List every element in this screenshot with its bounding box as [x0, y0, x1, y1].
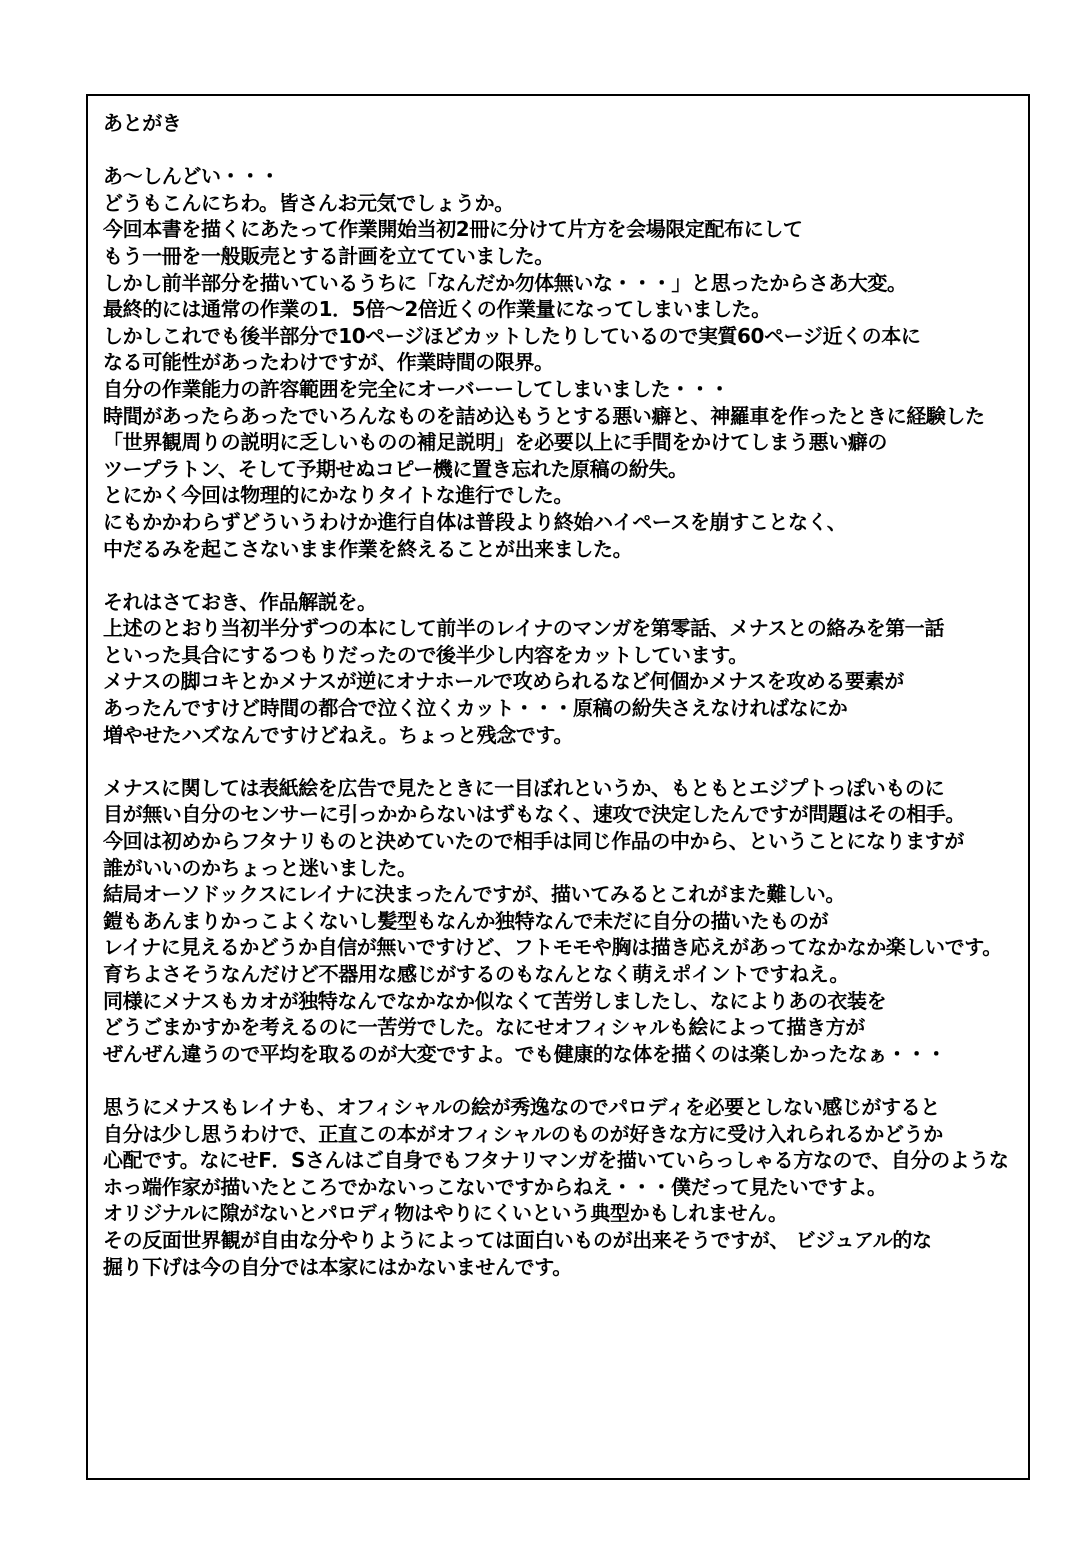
- text-line: どうもこんにちわ。皆さんお元気でしょうか。: [103, 190, 514, 215]
- text-line: それはさておき、作品解説を。: [103, 589, 377, 614]
- text-line: 心配です。なにせF．Sさんはご自身でもフタナリマンガを描いていらっしゃる方なので、自分のような: [103, 1148, 1009, 1173]
- text-line: メナスの脚コキとかメナスが逆にオナホールで攻められるなど何個かメナスを攻める要素が: [103, 669, 904, 694]
- text-line: あったんですけど時間の都合で泣く泣くカット・・・原稿の紛失さえなければなにか: [103, 696, 848, 721]
- text-line: とにかく今回は物理的にかなりタイトな進行でした。: [103, 483, 573, 508]
- afterword-paragraph: [103, 775, 1023, 1068]
- text-line: 掘り下げは今の自分では本家にはかないませんです。: [103, 1254, 572, 1279]
- text-line: メナスに関しては表紙絵を広告で見たときに一目ぼれというか、もともとエジプトっぽいものに: [103, 775, 945, 800]
- text-line: 自分は少し思うわけで、正直この本がオフィシャルのものが好きな方に受け入れられるかどうか: [103, 1121, 943, 1146]
- afterword-paragraph: [103, 589, 1023, 749]
- text-line: にもかかわらずどういうわけか進行自体は普段より終始ハイペースを崩すことなく、: [103, 509, 847, 534]
- text-line: 同様にメナスもカオが独特なんでなかなか似なくて苦労しましたし、なによりあの衣装を: [103, 988, 887, 1013]
- text-line: 上述のとおり当初半分ずつの本にして前半のレイナのマンガを第零話、メナスとの絡みを第一話: [103, 616, 944, 641]
- text-line: 今回は初めからフタナリものと決めていたので相手は同じ作品の中から、ということになりますが: [103, 829, 964, 854]
- text-line: 思うにメナスもレイナも、オフィシャルの絵が秀逸なのでパロディを必要としない感じがすると: [103, 1094, 940, 1119]
- text-line: なる可能性があったわけですが、作業時間の限界。: [103, 350, 554, 375]
- text-line: 時間があったらあったでいろんなものを詰め込もうとする悪い癖と、神羅車を作ったときに経験した: [103, 403, 985, 428]
- text-line: しかしこれでも後半部分で10ページほどカットしたりしているので実質60ページ近くの本に: [103, 323, 921, 348]
- text-line: 自分の作業能力の許容範囲を完全にオーバーーしてしまいました・・・: [103, 376, 730, 401]
- text-line: といった具合にするつもりだったので後半少し内容をカットしています。: [103, 642, 748, 667]
- text-line: あ〜しんどい・・・: [103, 164, 280, 189]
- text-line: 目が無い自分のセンサーに引っかからないはずもなく、速攻で決定したんですが問題はその相手。: [103, 802, 965, 827]
- afterword-text: [103, 110, 1023, 1307]
- text-line: 「世界観周りの説明に乏しいものの補足説明」を必要以上に手間をかけてしまう悪い癖の: [103, 430, 887, 455]
- afterword-paragraph: [103, 163, 1023, 562]
- text-line: ホっ端作家が描いたところでかないっこないですからねえ・・・僕だって見たいですよ。: [103, 1174, 887, 1199]
- text-line: ぜんぜん違うので平均を取るのが大変ですよ。でも健康的な体を描くのは楽しかったなぁ・・・: [103, 1041, 946, 1066]
- text-line: 誰がいいのかちょっと迷いました。: [103, 855, 417, 880]
- text-line: どうごまかすかを考えるのに一苦労でした。なにせオフィシャルも絵によって描き方が: [103, 1015, 865, 1040]
- text-line: オリジナルに隙がないとパロディ物はやりにくいという典型かもしれません。: [103, 1201, 788, 1226]
- text-line: もう一冊を一般販売とする計画を立てていました。: [103, 243, 554, 268]
- text-line: その反面世界観が自由な分やりようによっては面白いものが出来そうですが、 ビジュアル的な: [103, 1227, 932, 1252]
- afterword-body: [103, 163, 1023, 1280]
- text-line: 育ちよさそうなんだけど不器用な感じがするのもなんとなく萌えポイントですねえ。: [103, 962, 849, 986]
- text-line: 鎧もあんまりかっこよくないし髪型もなんか独特なんで未だに自分の描いたものが: [103, 908, 829, 933]
- text-line: 中だるみを起こさないまま作業を終えることが出来ました。: [103, 536, 633, 561]
- afterword-heading: あとがき: [103, 111, 182, 135]
- heading-spacer: [103, 137, 1023, 164]
- text-line: 最終的には通常の作業の1．5倍〜2倍近くの作業量になってしまいました。: [103, 297, 771, 322]
- text-line: しかし前半部分を描いているうちに「なんだか勿体無いな・・・」と思ったからさあ大変。: [103, 270, 907, 295]
- text-line: ツープラトン、そして予期せぬコピー機に置き忘れた原稿の紛失。: [103, 456, 688, 481]
- text-line: 今回本書を描くにあたって作業開始当初2冊に分けて片方を会場限定配布にして: [103, 217, 803, 242]
- text-line: 増やせたハズなんですけどねえ。ちょっと残念です。: [103, 722, 573, 747]
- text-line: 結局オーソドックスにレイナに決まったんですが、描いてみるとこれがまた難しい。: [103, 882, 845, 907]
- afterword-paragraph: [103, 1094, 1023, 1280]
- text-line: レイナに見えるかどうか自信が無いですけど、フトモモや胸は描き応えがあってなかなか楽しいです。: [103, 935, 1002, 960]
